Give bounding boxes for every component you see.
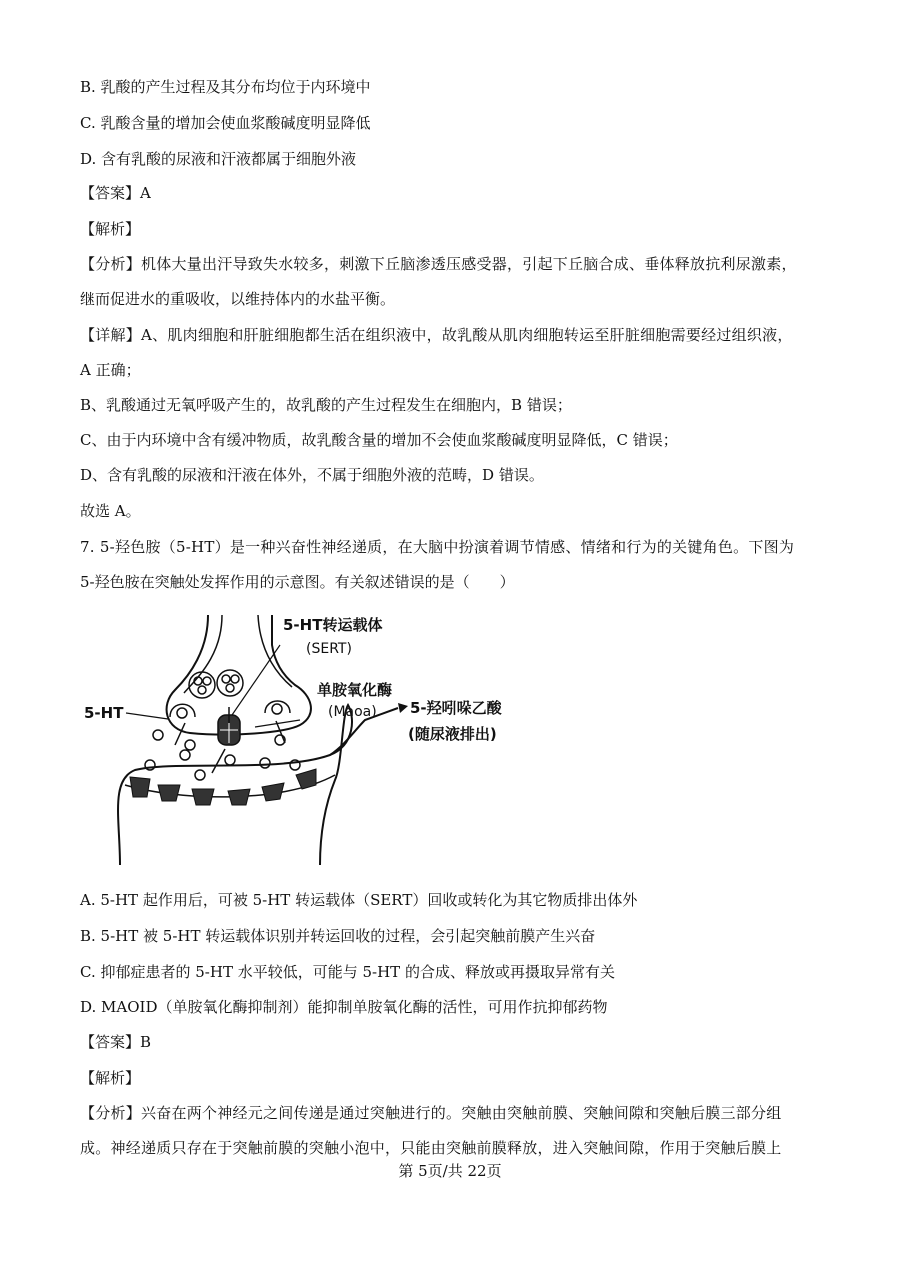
question7-stem-1: 7. 5-羟色胺（5-HT）是一种兴奋性神经递质，在大脑中扮演着调节情感、情绪和行为的关键角色。下图为 [80,538,795,556]
q7-option-c: C. 抑郁症患者的 5-HT 水平较低，可能与 5-HT 的合成、释放或再摄取异常有关 [80,963,615,981]
label-maoa-2: (Maoa) [328,704,377,720]
label-sert-2: (SERT) [306,641,352,657]
label-maoa-1: 单胺氧化酶 [317,681,393,699]
q7-analysis-text-2: 成。神经递质只存在于突触前膜的突触小泡中，只能由突触前膜释放，进入突触间隙，作用于突触后膜上 [80,1139,782,1157]
label-product-2: (随尿液排出) [408,725,497,743]
analysis-text-2: 继而促进水的重吸收，以维持体内的水盐平衡。 [80,290,396,308]
question7-stem-2: 5-羟色胺在突触处发挥作用的示意图。有关叙述错误的是（ ） [80,573,515,591]
label-5ht: 5-HT [84,704,124,722]
q7-option-a: A. 5-HT 起作用后，可被 5-HT 转运载体（SERT）回收或转化为其它物质排出体外 [80,891,638,909]
detail-text-1: 【详解】A、肌肉细胞和肝脏细胞都生活在组织液中，故乳酸从肌肉细胞转运至肝脏细胞需要经过组织液， [80,326,793,344]
q7-answer: 【答案】B [80,1033,152,1051]
label-sert-1: 5-HT转运载体 [283,616,383,634]
label-product-1: 5-羟吲哚乙酸 [410,699,502,717]
q7-option-d: D. MAOID（单胺氧化酶抑制剂）能抑制单胺氧化酶的活性，可用作抗抑郁药物 [80,998,608,1016]
5ht-receptors [130,769,316,805]
synaptic-vesicles [189,670,243,698]
option-b: B. 乳酸的产生过程及其分布均位于内环境中 [80,78,371,96]
page-footer: 第 5页/共 22页 [398,1162,502,1180]
q7-analysis-text-1: 【分析】兴奋在两个神经元之间传递是通过突触进行的。突触由突触前膜、突触间隙和突触后膜三部分组 [80,1104,782,1122]
q7-analysis-heading: 【解析】 [80,1069,141,1087]
detail-text-3: B、乳酸通过无氧呼吸产生的，故乳酸的产生过程发生在细胞内，B 错误； [80,396,572,414]
detail-text-2: A 正确； [80,361,141,379]
detail-text-5: D、含有乳酸的尿液和汗液在体外，不属于细胞外液的范畴，D 错误。 [80,466,544,484]
option-c: C. 乳酸含量的增加会使血浆酸碱度明显降低 [80,114,371,132]
analysis-heading: 【解析】 [80,220,141,238]
detail-text-4: C、由于内环境中含有缓冲物质，故乳酸含量的增加不会使血浆酸碱度明显降低，C 错误； [80,431,678,449]
analysis-text-1: 【分析】机体大量出汗导致失水较多，刺激下丘脑渗透压感受器，引起下丘脑合成、垂体释放抗利尿激素， [80,255,797,273]
answer: 【答案】A [80,184,151,202]
option-d: D. 含有乳酸的尿液和汗液都属于细胞外液 [80,150,357,168]
conclusion: 故选 A。 [80,502,141,520]
q7-option-b: B. 5-HT 被 5-HT 转运载体识别并转运回收的过程，会引起突触前膜产生兴奋 [80,927,596,945]
synapse-diagram [80,605,540,875]
